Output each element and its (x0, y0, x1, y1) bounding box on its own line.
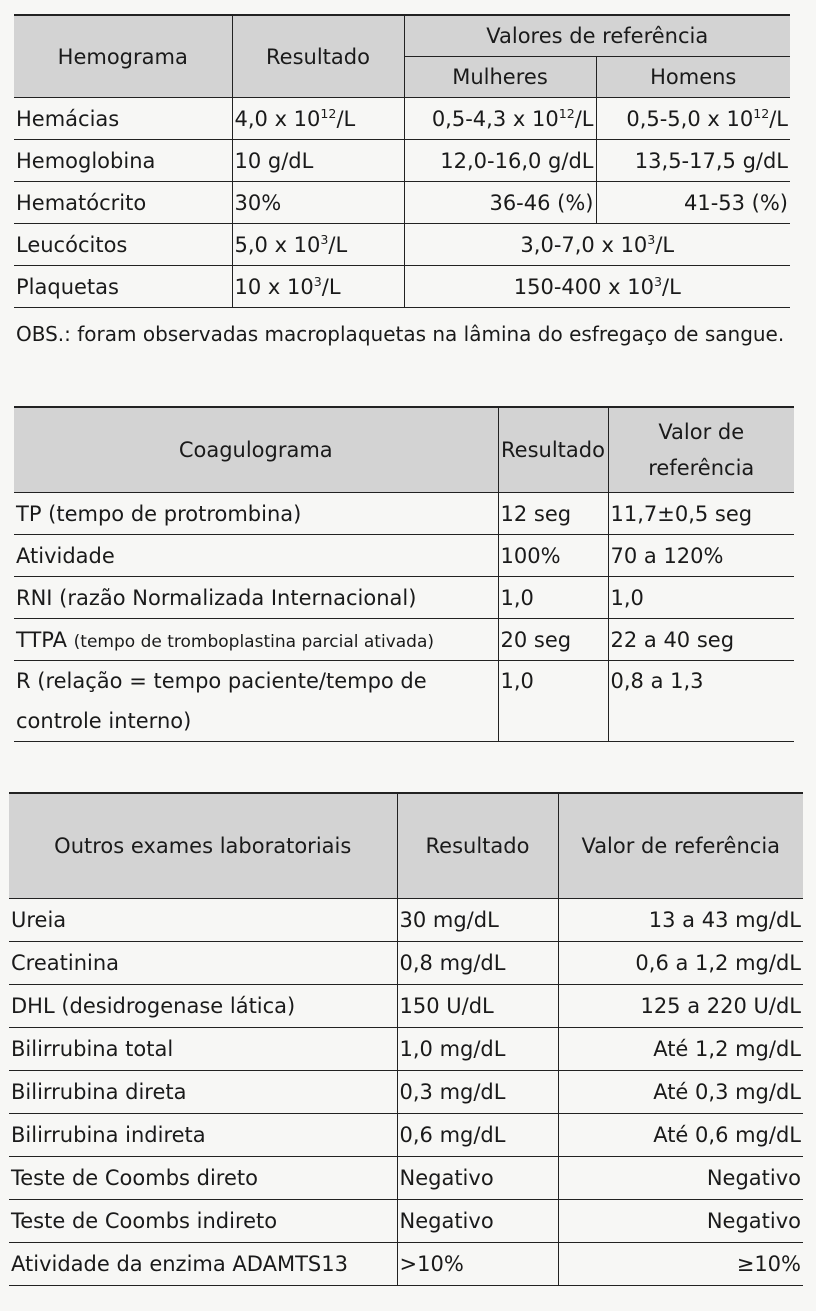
exam-name: RNI (razão Normalizada Internacional) (14, 577, 498, 619)
exam-reference: 13 a 43 mg/dL (558, 899, 803, 942)
table-row (14, 140, 790, 182)
exam-result: 30 mg/dL (397, 899, 558, 942)
exam-name: TP (tempo de protrombina) (14, 493, 498, 535)
table-row (9, 1200, 803, 1243)
exam-result: 150 U/dL (397, 985, 558, 1028)
exam-result: 0,3 mg/dL (397, 1071, 558, 1114)
exam-name: Teste de Coombs indireto (9, 1200, 397, 1243)
exam-result: >10% (397, 1243, 558, 1286)
exam-name: Creatinina (9, 942, 397, 985)
women-reference: 36-46 (%) (404, 182, 596, 224)
reference-group-header: Valores de referência (404, 15, 790, 57)
result-header: Resultado (498, 407, 608, 493)
exam-reference: 0,6 a 1,2 mg/dL (558, 942, 803, 985)
exam-reference: 11,7±0,5 seg (608, 493, 794, 535)
men-reference: 0,5-5,0 x $10^{12}/L$ (596, 98, 790, 140)
outros-exames-table (9, 792, 803, 1286)
exam-result: 20 seg (498, 619, 608, 661)
table-row (14, 224, 790, 266)
exam-name: Hemoglobina (14, 140, 232, 182)
reference-header: Valor de referência (558, 793, 803, 899)
exam-result: 100% (498, 535, 608, 577)
women-reference: 0,5-4,3 x $10^{12}/L$ (404, 98, 596, 140)
table-row (9, 1243, 803, 1286)
exam-name: Plaquetas (14, 266, 232, 308)
exam-result: 10 g/dL (232, 140, 404, 182)
exam-result: 0,6 mg/dL (397, 1114, 558, 1157)
exam-result: 1,0 mg/dL (397, 1028, 558, 1071)
men-reference: 41-53 (%) (596, 182, 790, 224)
hemograma-header: Hemograma (14, 15, 232, 98)
exam-name: Ureia (9, 899, 397, 942)
exam-name: Hematócrito (14, 182, 232, 224)
table-row (9, 1114, 803, 1157)
coagulograma-table (14, 406, 794, 742)
table-row (9, 899, 803, 942)
table-row (14, 266, 790, 308)
women-reference: 12,0-16,0 g/dL (404, 140, 596, 182)
exam-result: 4,0 x $10^{12}/L$ (232, 98, 404, 140)
table-row (14, 535, 794, 577)
exam-name: Leucócitos (14, 224, 232, 266)
exam-name: TTPA (tempo de tromboplastina parcial ativada) (14, 619, 498, 661)
exam-reference: 70 a 120% (608, 535, 794, 577)
table-row (14, 619, 794, 661)
exam-reference: 125 a 220 U/dL (558, 985, 803, 1028)
result-header: Resultado (397, 793, 558, 899)
coagulograma-header: Coagulograma (14, 407, 498, 493)
table-row (9, 985, 803, 1028)
exam-result: Negativo (397, 1157, 558, 1200)
exam-reference: 22 a 40 seg (608, 619, 794, 661)
exam-reference: Negativo (558, 1200, 803, 1243)
exam-result: 1,0 (498, 661, 608, 742)
table-row (14, 182, 790, 224)
table-row (14, 98, 790, 140)
table-row (9, 1028, 803, 1071)
men-header: Homens (596, 57, 790, 98)
exam-result: 12 seg (498, 493, 608, 535)
exam-name: Teste de Coombs direto (9, 1157, 397, 1200)
exam-reference: Até 0,6 mg/dL (558, 1114, 803, 1157)
exam-name: Atividade da enzima ADAMTS13 (9, 1243, 397, 1286)
table-row (14, 493, 794, 535)
exam-reference: ≥10% (558, 1243, 803, 1286)
table-row (9, 942, 803, 985)
hemograma-table (14, 14, 790, 308)
exam-reference: Até 1,2 mg/dL (558, 1028, 803, 1071)
exam-result: 30% (232, 182, 404, 224)
exam-name: Bilirrubina indireta (9, 1114, 397, 1157)
exam-reference: Negativo (558, 1157, 803, 1200)
exam-name: Bilirrubina direta (9, 1071, 397, 1114)
exam-result: 10 x $10^3/L$ (232, 266, 404, 308)
table-row (9, 1157, 803, 1200)
exam-reference: 1,0 (608, 577, 794, 619)
result-header: Resultado (232, 15, 404, 98)
exam-reference: 0,8 a 1,3 (608, 661, 794, 742)
outros-header: Outros exames laboratoriais (9, 793, 397, 899)
men-reference: 13,5-17,5 g/dL (596, 140, 790, 182)
exam-result: 5,0 x $10^3/L$ (232, 224, 404, 266)
exam-name: Bilirrubina total (9, 1028, 397, 1071)
observation-note: OBS.: foram observadas macroplaquetas na lâmina do esfregaço de sangue. (16, 322, 785, 346)
table-row (9, 1071, 803, 1114)
exam-result: 1,0 (498, 577, 608, 619)
exam-name: R (relação = tempo paciente/tempo de controle interno) (14, 661, 498, 742)
table-row (14, 577, 794, 619)
women-header: Mulheres (404, 57, 596, 98)
exam-name: Atividade (14, 535, 498, 577)
shared-reference: 3,0-7,0 x $10^3/L$ (404, 224, 790, 266)
exam-result: Negativo (397, 1200, 558, 1243)
exam-name: Hemácias (14, 98, 232, 140)
reference-header: Valor de referência (608, 407, 794, 493)
exam-result: 0,8 mg/dL (397, 942, 558, 985)
table-row (14, 661, 794, 742)
exam-name: DHL (desidrogenase lática) (9, 985, 397, 1028)
shared-reference: 150-400 x $10^3/L$ (404, 266, 790, 308)
exam-reference: Até 0,3 mg/dL (558, 1071, 803, 1114)
